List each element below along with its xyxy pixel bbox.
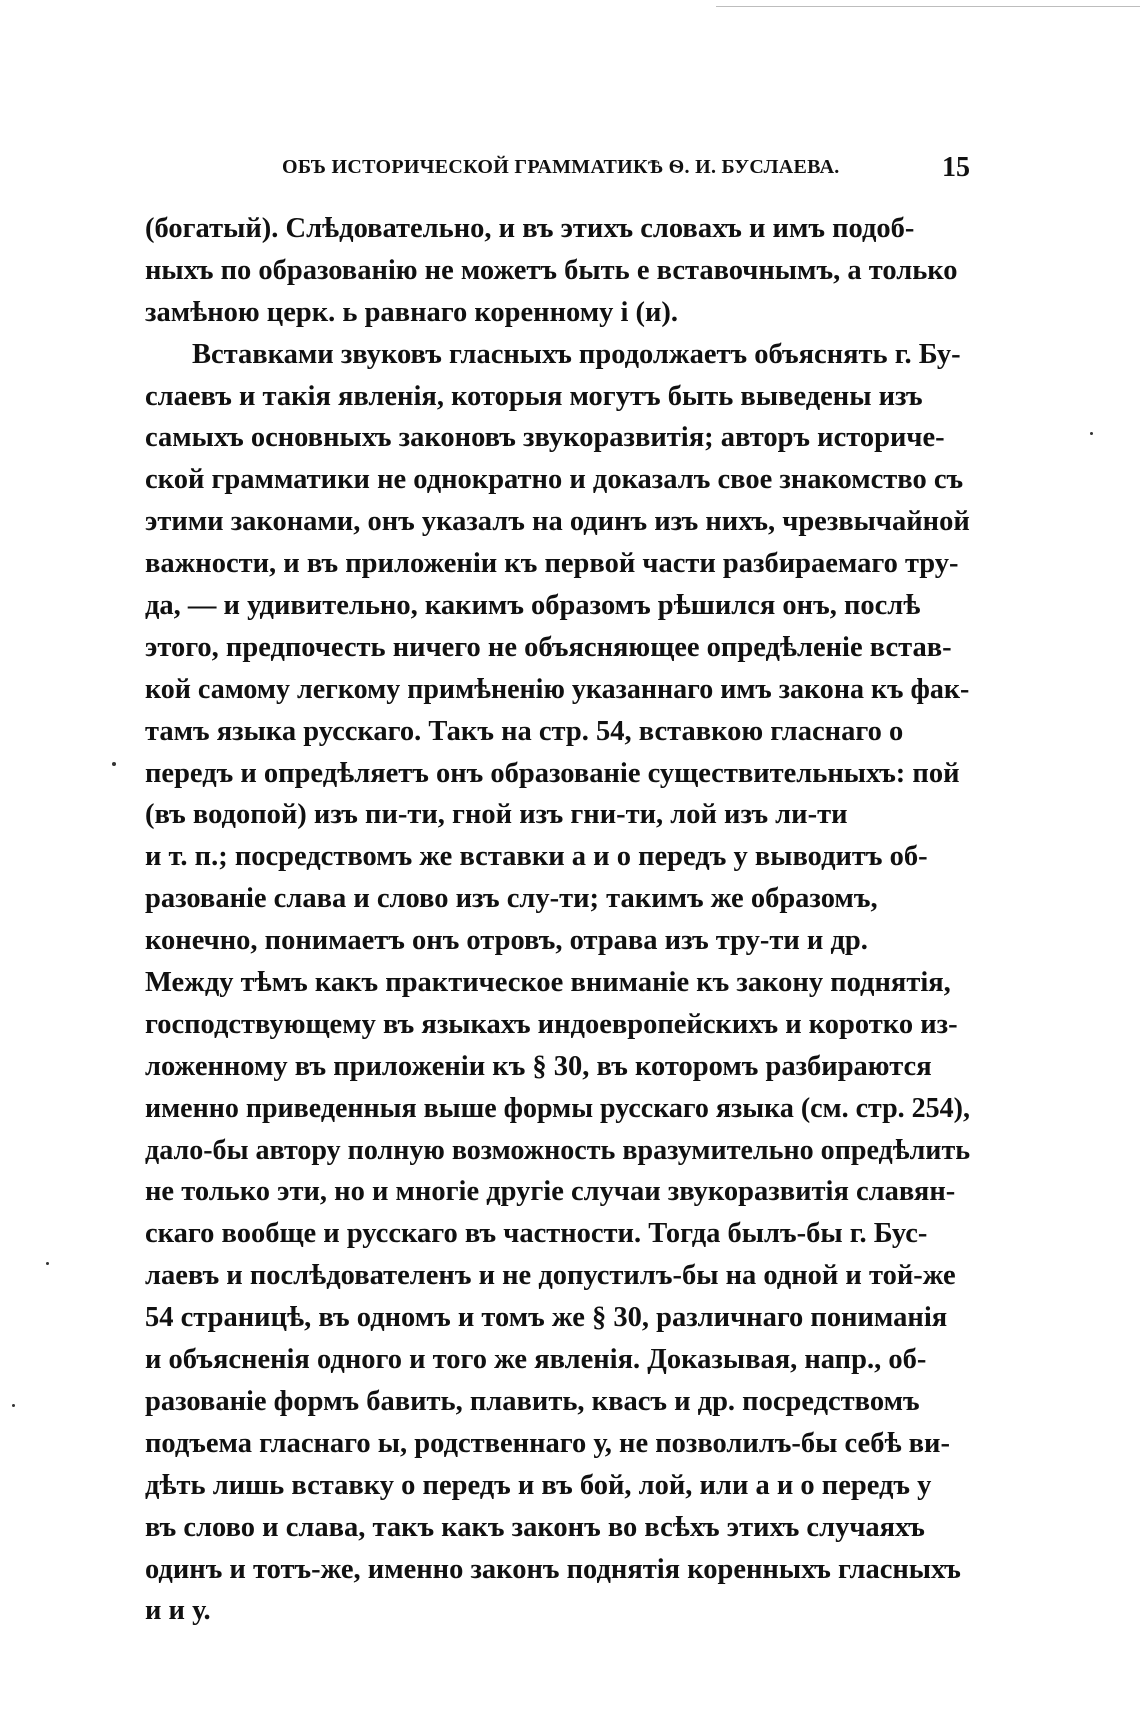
top-edge-rule [716, 6, 1140, 7]
text-line: Вставками звуковъ гласныхъ продолжаетъ объяснять г. Бу- [192, 338, 961, 370]
text-line: самыхъ основныхъ законовъ звукоразвитія; авторъ историче- [145, 422, 945, 454]
text-line: кой самому легкому примѣненію указаннаго имъ закона къ фак- [145, 673, 970, 705]
text-line: лаевъ и послѣдователенъ и не допустилъ-бы на одной и той-же [145, 1260, 956, 1292]
text-line: Между тѣмъ какъ практическое вниманіе къ закону поднятія, [145, 967, 951, 999]
running-title: ОБЪ ИСТОРИЧЕСКОЙ ГРАММАТИКѢ Ѳ. И. БУСЛАЕВА. [282, 156, 840, 178]
text-line: этого, предпочесть ничего не объясняющее опредѣленіе встав- [145, 631, 952, 663]
text-line: слаевъ и такія явленія, которыя могутъ быть выведены изъ [145, 380, 923, 412]
text-line: и и у. [145, 1595, 211, 1627]
text-line: передъ и опредѣляетъ онъ образованіе существительныхъ: пой [145, 757, 960, 789]
text-line: и т. п.; посредствомъ же вставки а и о передъ у выводитъ об- [145, 841, 928, 873]
margin-speck [46, 1262, 49, 1265]
text-line: и объясненія одного и того же явленія. Доказывая, напр., об- [145, 1344, 927, 1376]
text-line: въ слово и слава, такъ какъ законъ во всѣхъ этихъ случаяхъ [145, 1511, 925, 1543]
text-line: именно приведенныя выше формы русскаго языка (см. стр. 254), [145, 1092, 970, 1124]
margin-speck [112, 762, 116, 766]
body-text [145, 208, 970, 1632]
page-number: 15 [942, 152, 970, 183]
text-line: скаго вообще и русскаго въ частности. Тогда былъ-бы г. Бус- [145, 1218, 928, 1250]
text-line: одинъ и тотъ-же, именно законъ поднятія коренныхъ гласныхъ [145, 1553, 961, 1585]
text-line: 54 страницѣ, въ одномъ и томъ же § 30, различнаго пониманія [145, 1302, 948, 1334]
text-line: дѣть лишь вставку о передъ и въ бой, лой, или а и о передъ у [145, 1469, 932, 1501]
text-line: разованіе формъ бавить, плавить, квасъ и др. посредствомъ [145, 1385, 920, 1417]
text-line: тамъ языка русскаго. Такъ на стр. 54, вставкою гласнаго о [145, 715, 904, 747]
text-line: да, — и удивительно, какимъ образомъ рѣшился онъ, послѣ [145, 590, 921, 622]
text-line: ложенному въ приложеніи къ § 30, въ которомъ разбираются [145, 1050, 932, 1082]
text-line: (богатый). Слѣдовательно, и въ этихъ словахъ и имъ подоб- [145, 213, 915, 244]
text-line: разованіе слава и слово изъ слу-ти; такимъ же образомъ, [145, 883, 878, 915]
text-line: (въ водопой) изъ пи-ти, гной изъ гни-ти, лой изъ ли-ти [145, 799, 848, 831]
running-head [145, 152, 970, 186]
margin-speck [12, 1404, 15, 1407]
text-line: важности, и въ приложеніи къ первой части разбираемаго тру- [145, 548, 959, 580]
text-line: ской грамматики не однократно и доказалъ свое знакомство съ [145, 464, 964, 496]
text-line: замѣною церк. ь равнаго коренному і (и). [145, 296, 679, 328]
margin-speck [1090, 432, 1093, 435]
text-line: ныхъ по образованію не можетъ быть е вставочнымъ, а только [145, 254, 958, 286]
text-line: господствующему въ языкахъ индоевропейскихъ и коротко из- [145, 1008, 958, 1040]
text-line: дало-бы автору полную возможность вразумительно опредѣлить [145, 1134, 970, 1166]
text-line: подъема гласнаго ы, родственнаго у, не позволилъ-бы себѣ ви- [145, 1427, 950, 1459]
text-line: не только эти, но и многіе другіе случаи звукоразвитія славян- [145, 1176, 956, 1208]
text-line: конечно, понимаетъ онъ отровъ, отрава изъ тру-ти и др. [145, 925, 868, 957]
text-line: этими законами, онъ указалъ на одинъ изъ нихъ, чрезвычайной [145, 506, 970, 538]
